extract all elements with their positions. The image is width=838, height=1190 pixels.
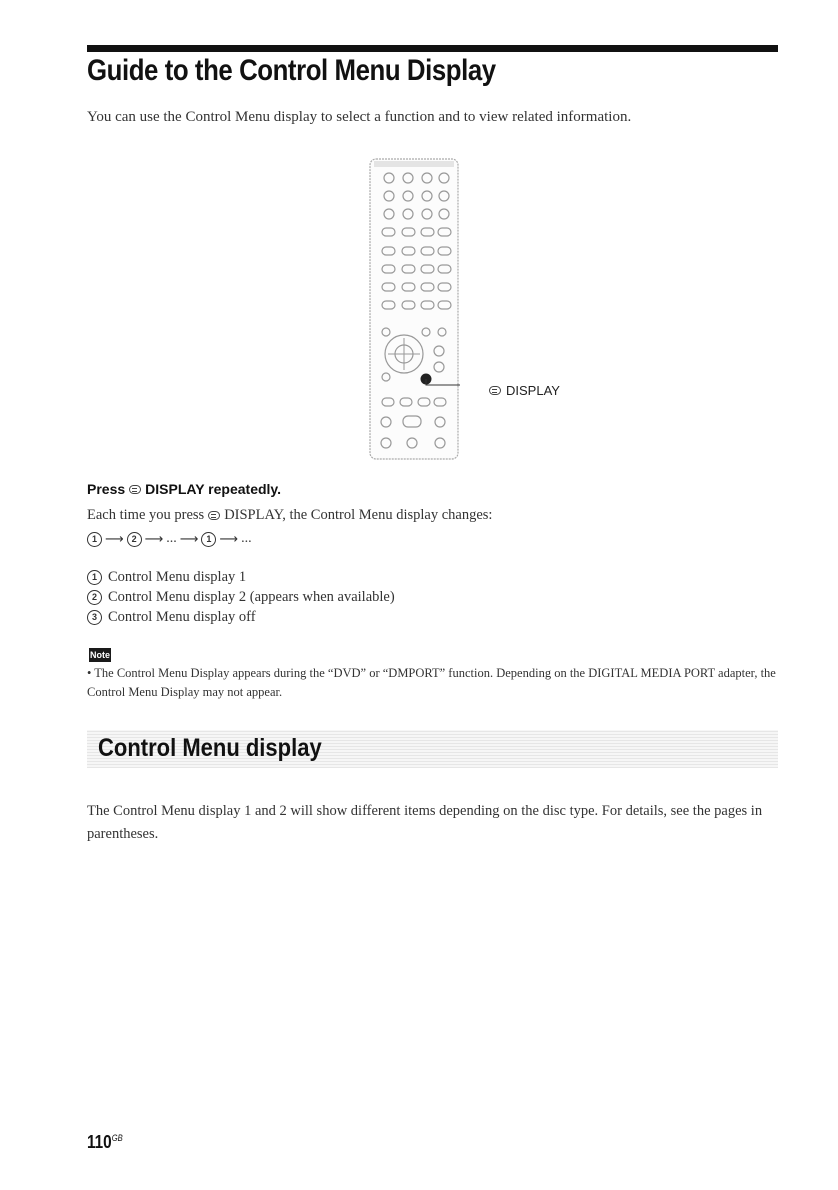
display-button-icon: [489, 386, 501, 395]
page-title: Guide to the Control Menu Display: [87, 54, 496, 87]
section-title: Control Menu display: [98, 734, 322, 762]
page-number: [87, 1132, 123, 1153]
step-heading: [87, 481, 281, 497]
section-body: The Control Menu display 1 and 2 will show different items depending on the disc type. For details, see the pages in parentheses.: [87, 803, 763, 842]
step-press-prefix: Press: [87, 481, 126, 497]
intro-text: You can use the Control Menu display to select a function and to view related information.: [87, 109, 632, 125]
list-item-text: Control Menu display off: [108, 609, 256, 625]
sequence-ellipsis: ...: [166, 531, 177, 546]
page-number-suffix: GB: [111, 1133, 123, 1143]
sequence-step: 2: [127, 532, 142, 547]
sequence-ellipsis: ...: [241, 531, 252, 546]
display-button-icon: [129, 485, 141, 494]
list-item: [87, 589, 395, 606]
list-item-number: 2: [87, 590, 102, 605]
each-time-prefix: Each time you press: [87, 507, 205, 523]
list-item-text: Control Menu display 2 (appears when available): [108, 589, 395, 605]
list-item-text: Control Menu display 1: [108, 569, 247, 585]
list-item-number: 3: [87, 610, 102, 625]
remote-illustration: [368, 157, 460, 462]
arrow-icon: ⟶: [105, 531, 124, 547]
each-time-suffix: DISPLAY, the Control Menu display changes:: [224, 507, 493, 523]
display-callout: [489, 383, 560, 398]
display-button-icon: [208, 511, 220, 520]
display-callout-label: DISPLAY: [506, 383, 560, 398]
page-number-value: 110: [87, 1132, 112, 1152]
arrow-icon: ⟶: [219, 531, 239, 547]
arrow-icon: ⟶: [179, 531, 199, 547]
each-time-line: [87, 507, 492, 524]
list-item: [87, 609, 256, 626]
title-rule: [87, 45, 778, 52]
list-item-number: 1: [87, 570, 102, 585]
remote-control-drawing: [368, 157, 460, 462]
display-sequence: [87, 531, 252, 547]
note-badge: Note: [90, 650, 110, 660]
sequence-step: 1: [87, 532, 102, 547]
step-press-suffix: DISPLAY repeatedly.: [145, 481, 282, 497]
sequence-step: 1: [201, 532, 216, 547]
arrow-icon: ⟶: [144, 531, 164, 547]
note-text: • The Control Menu Display appears during the “DVD” or “DMPORT” function. Depending on the DIGITAL MEDIA PORT adapter, the Control Menu Display may not appear.: [87, 666, 776, 699]
list-item: [87, 569, 246, 586]
